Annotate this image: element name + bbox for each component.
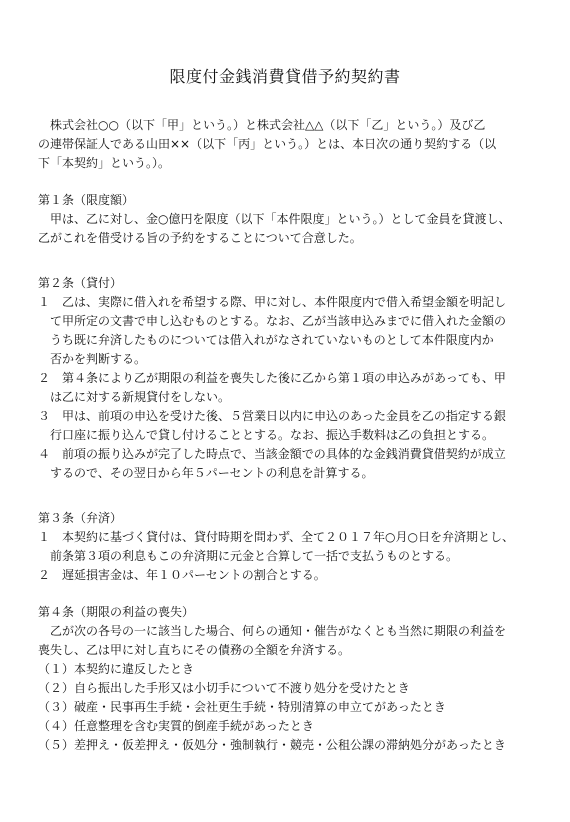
- article-line: ３ 甲は、前項の申込を受けた後、５営業日以内に申込のあった金員を乙の指定する銀: [38, 409, 506, 423]
- article-line: 否かを判断する。: [38, 352, 147, 366]
- article-line: 前条第３項の利息もこの弁済期に元金と合算して一括で支払うものとする。: [38, 549, 459, 563]
- article-line: （３）破産・民事再生手続・会社更生手続・特別清算の申立てがあったとき: [38, 700, 446, 714]
- article-line: て甲所定の文書で申し込むものとする。なお、乙が当該申込みまでに借入れた金額の: [38, 314, 507, 328]
- article-2-heading: 第２条（貸付）: [38, 276, 123, 290]
- article-line: は乙に対する新規貸付をしない。: [38, 390, 231, 404]
- article-line: 乙がこれを借受ける旨の予約をすることについて合意した。: [38, 231, 362, 245]
- article-1-body: [38, 210, 538, 248]
- article-line: うち既に弁済したものについては借入れがなされていないものとして本件限度内か: [38, 333, 494, 347]
- article-3-body: [38, 528, 538, 585]
- preamble-line: の連帯保証人である山田××（以下「丙」という。）とは、本日次の通り契約する（以: [38, 137, 497, 151]
- article-3-heading: 第３条（弁済）: [38, 511, 123, 525]
- preamble-line: 下「本契約」という。）。: [38, 156, 171, 170]
- article-line: するので、その翌日から年５パーセントの利息を計算する。: [38, 466, 374, 480]
- article-line: （５）差押え・仮差押え・仮処分・強制執行・競売・公租公課の滞納処分があったとき: [38, 738, 506, 752]
- article-line: １ 本契約に基づく貸付は、貸付時期を問わず、全て２０１７年○月○日を弁済期とし、: [38, 530, 514, 544]
- document-title: 限度付金銭消費貸借予約契約書: [169, 67, 401, 86]
- article-line: 喪失し、乙は甲に対し直ちにその債務の全額を弁済する。: [38, 643, 351, 657]
- article-line: （２）自ら振出した手形又は小切手について不渡り処分を受けたとき: [38, 681, 410, 695]
- article-line: ２ 第４条により乙が期限の利益を喪失した後に乙から第１項の申込みがあっても、甲: [38, 371, 506, 385]
- article-4-body: [38, 622, 538, 755]
- article-line: 甲は、乙に対し、金○億円を限度（以下「本件限度」という。）として金員を貸渡し、: [38, 212, 511, 226]
- article-line: １ 乙は、実際に借入れを希望する際、甲に対し、本件限度内で借入希望金額を明記し: [38, 295, 507, 309]
- article-line: 乙が次の各号の一に該当した場合、何らの通知・催告がなくとも当然に期限の利益を: [38, 624, 507, 638]
- article-1-heading: 第１条（限度額）: [38, 193, 135, 207]
- article-line: 行口座に振り込んで貸し付けることとする。なお、振込手数料は乙の負担とする。: [38, 428, 495, 442]
- article-2-body: [38, 293, 538, 483]
- article-4-heading: 第４条（期限の利益の喪失）: [38, 605, 195, 619]
- article-line: ２ 遅延損害金は、年１０パーセントの割合とする。: [38, 568, 326, 582]
- preamble: [38, 116, 538, 173]
- article-line: ４ 前項の振り込みが完了した時点で、当該金額での具体的な金銭消費貸借契約が成立: [38, 447, 506, 461]
- article-line: （４）任意整理を含む実質的倒産手続があったとき: [38, 719, 314, 733]
- article-line: （１）本契約に違反したとき: [38, 662, 195, 676]
- preamble-line: 株式会社○○（以下「甲」という。）と株式会社△△（以下「乙」という。）及び乙: [38, 118, 486, 132]
